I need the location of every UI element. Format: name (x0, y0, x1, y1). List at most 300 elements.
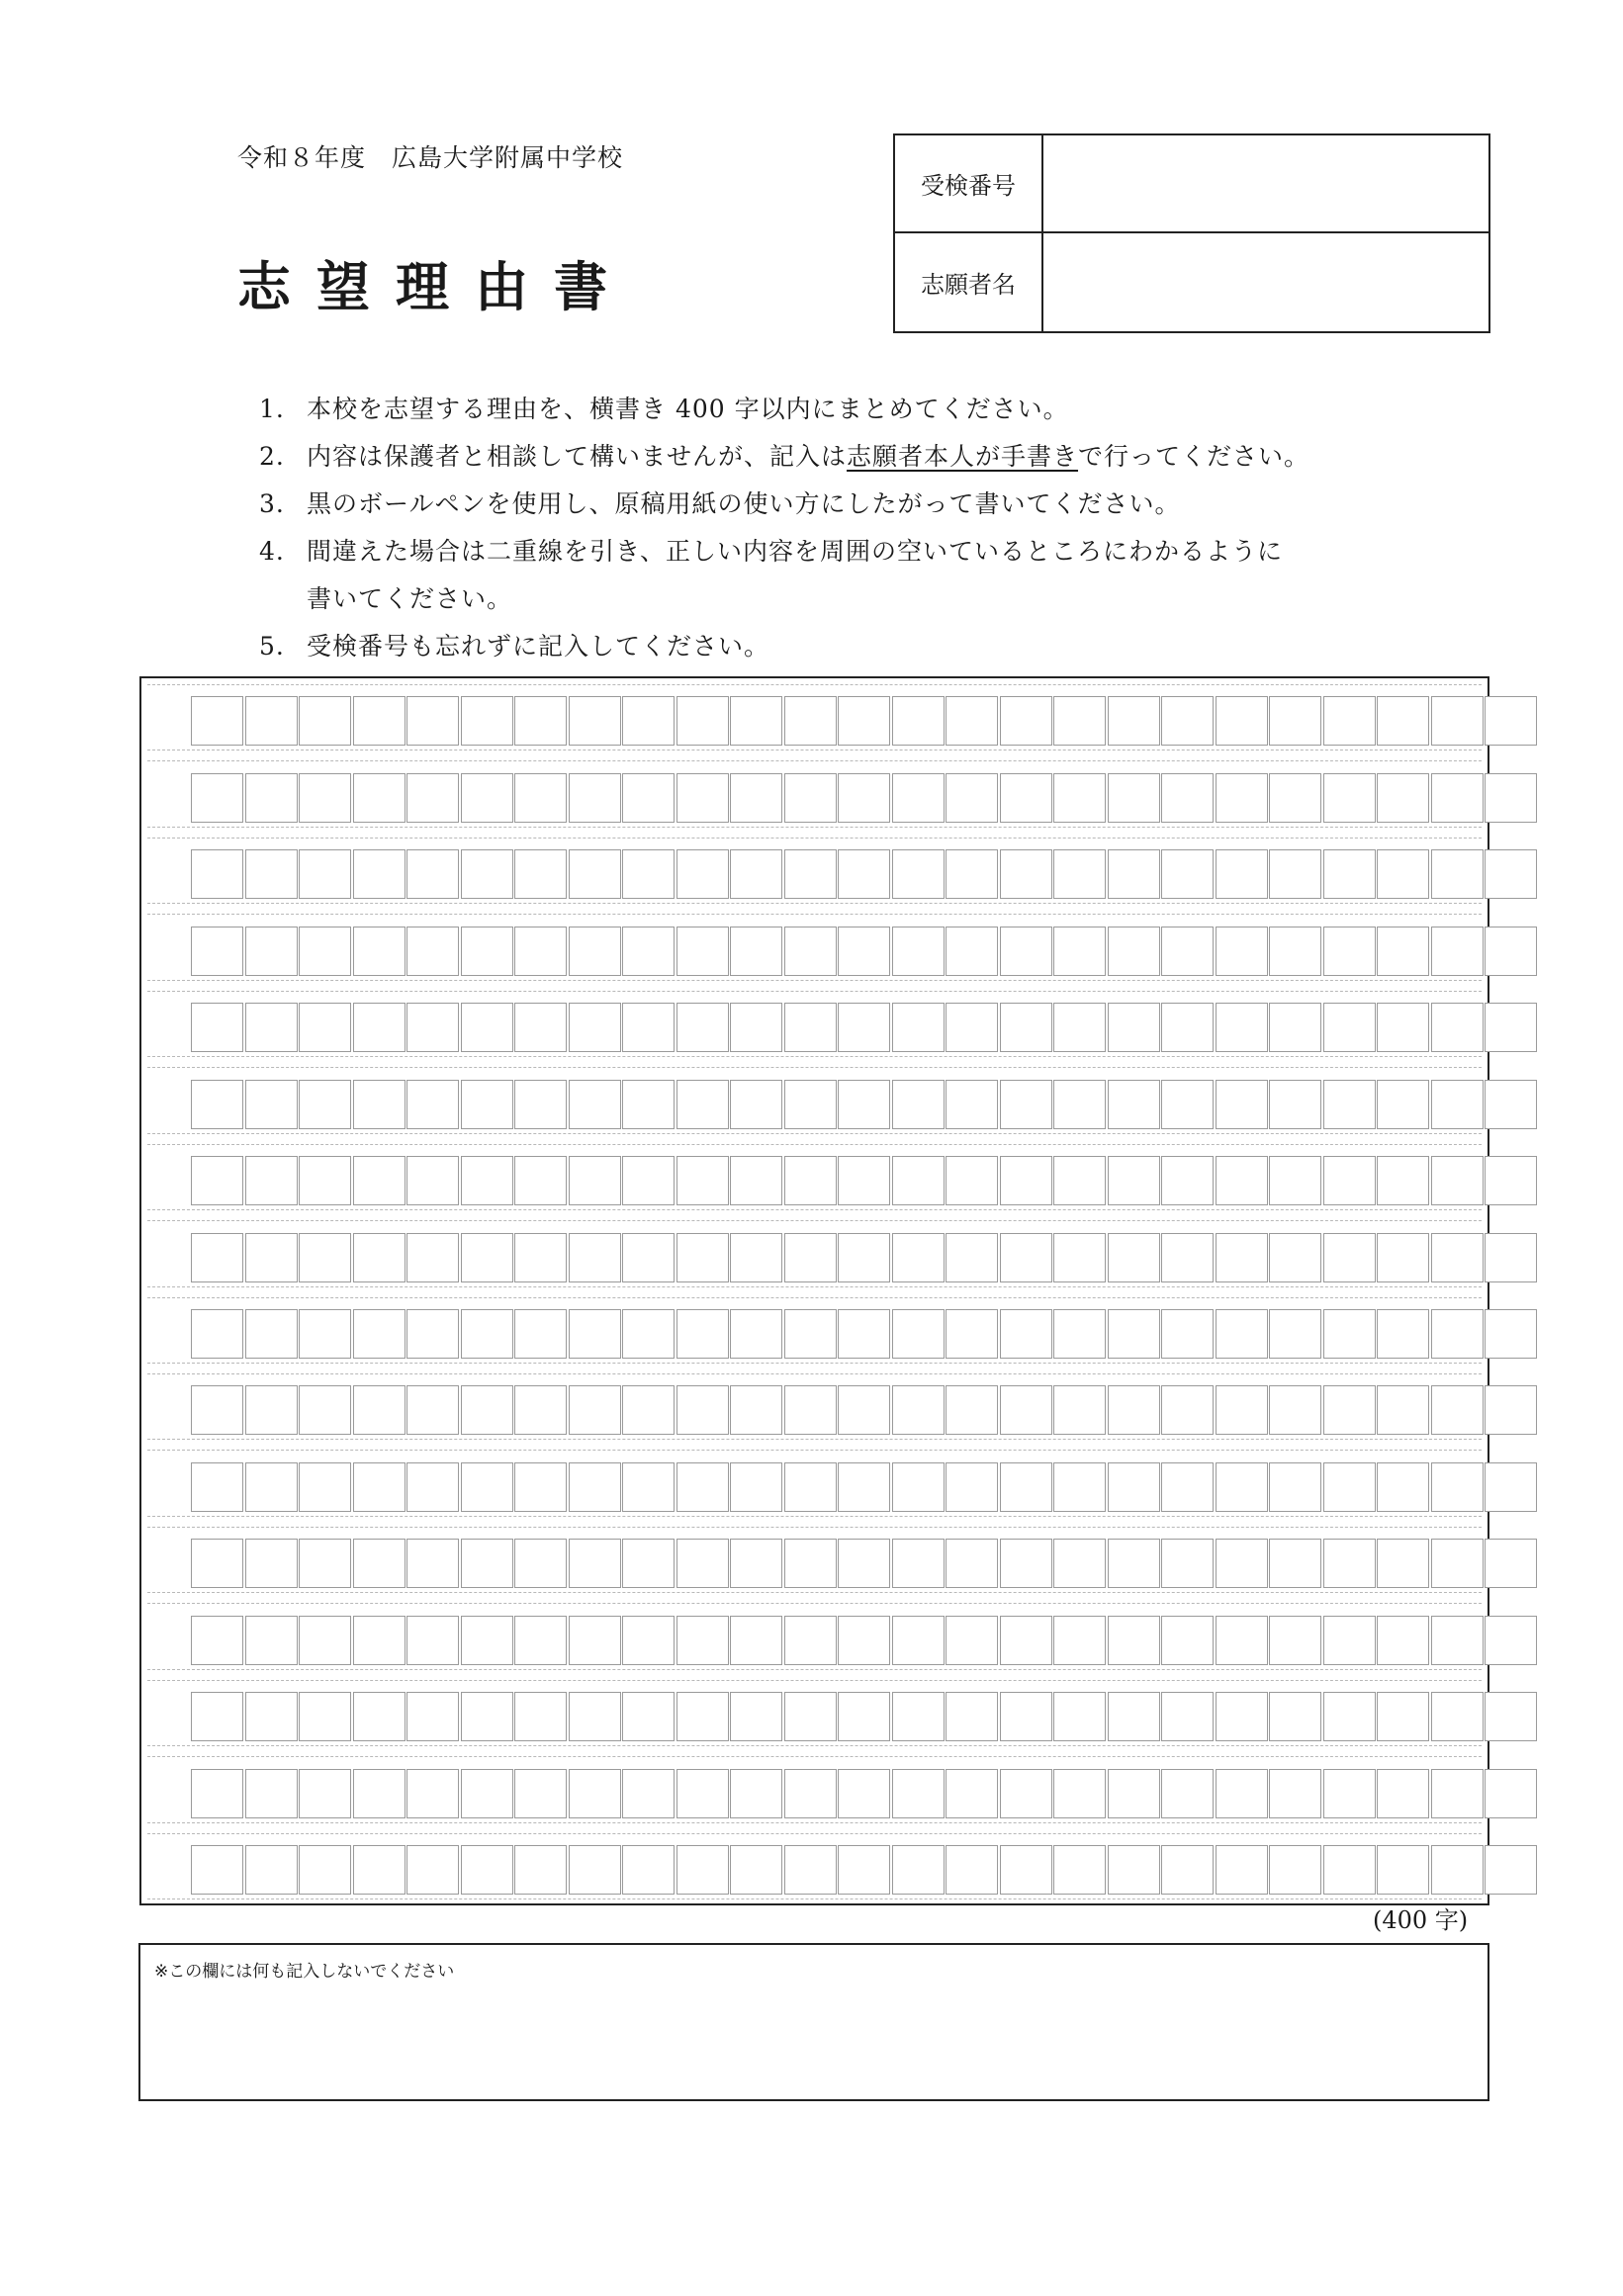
manuscript-cell[interactable] (1323, 1385, 1376, 1435)
manuscript-cell[interactable] (1377, 1003, 1429, 1052)
manuscript-cell[interactable] (1269, 1462, 1321, 1512)
manuscript-cell[interactable] (1216, 773, 1268, 823)
manuscript-cell[interactable] (1377, 1462, 1429, 1512)
manuscript-cell[interactable] (1431, 1233, 1484, 1282)
manuscript-cell[interactable] (676, 1462, 729, 1512)
manuscript-cell[interactable] (784, 1156, 837, 1205)
manuscript-cell[interactable] (892, 1233, 945, 1282)
manuscript-cell[interactable] (946, 696, 998, 746)
manuscript-cell[interactable] (1431, 1769, 1484, 1818)
manuscript-cell[interactable] (1323, 1309, 1376, 1359)
manuscript-cell[interactable] (299, 849, 351, 899)
manuscript-cell[interactable] (1269, 927, 1321, 976)
manuscript-cell[interactable] (1000, 1845, 1052, 1895)
manuscript-cell[interactable] (1108, 696, 1160, 746)
manuscript-cell[interactable] (622, 1845, 675, 1895)
manuscript-cell[interactable] (892, 1309, 945, 1359)
manuscript-cell[interactable] (1216, 1156, 1268, 1205)
manuscript-cell[interactable] (1053, 1539, 1106, 1588)
manuscript-cell[interactable] (514, 1616, 567, 1665)
manuscript-cell[interactable] (946, 1233, 998, 1282)
manuscript-cell[interactable] (1269, 1385, 1321, 1435)
manuscript-cell[interactable] (569, 696, 621, 746)
manuscript-cell[interactable] (1000, 1769, 1052, 1818)
manuscript-cell[interactable] (1431, 1003, 1484, 1052)
manuscript-cell[interactable] (406, 1692, 459, 1741)
manuscript-cell[interactable] (838, 1769, 890, 1818)
manuscript-cell[interactable] (1000, 696, 1052, 746)
manuscript-cell[interactable] (1431, 1462, 1484, 1512)
manuscript-cell[interactable] (1269, 1156, 1321, 1205)
manuscript-cell[interactable] (892, 1539, 945, 1588)
manuscript-cell[interactable] (1485, 1616, 1537, 1665)
manuscript-cell[interactable] (514, 1080, 567, 1129)
manuscript-cell[interactable] (514, 1003, 567, 1052)
manuscript-cell[interactable] (1053, 773, 1106, 823)
manuscript-cell[interactable] (1431, 696, 1484, 746)
manuscript-cell[interactable] (784, 1692, 837, 1741)
manuscript-cell[interactable] (1269, 1769, 1321, 1818)
manuscript-cell[interactable] (1431, 927, 1484, 976)
manuscript-cell[interactable] (1377, 1309, 1429, 1359)
manuscript-cell[interactable] (1161, 1385, 1214, 1435)
manuscript-cell[interactable] (1377, 696, 1429, 746)
manuscript-cell[interactable] (676, 773, 729, 823)
manuscript-cell[interactable] (1216, 1080, 1268, 1129)
manuscript-cell[interactable] (461, 1769, 513, 1818)
manuscript-cell[interactable] (406, 773, 459, 823)
manuscript-cell[interactable] (569, 773, 621, 823)
manuscript-cell[interactable] (1108, 1233, 1160, 1282)
manuscript-cell[interactable] (784, 1769, 837, 1818)
manuscript-cell[interactable] (946, 1156, 998, 1205)
manuscript-cell[interactable] (191, 696, 243, 746)
manuscript-cell[interactable] (569, 1692, 621, 1741)
manuscript-cell[interactable] (730, 1233, 782, 1282)
manuscript-cell[interactable] (1000, 1309, 1052, 1359)
manuscript-cell[interactable] (622, 1385, 675, 1435)
manuscript-cell[interactable] (1161, 1769, 1214, 1818)
manuscript-cell[interactable] (838, 1692, 890, 1741)
manuscript-cell[interactable] (461, 1845, 513, 1895)
manuscript-cell[interactable] (1377, 1156, 1429, 1205)
manuscript-cell[interactable] (622, 1233, 675, 1282)
manuscript-cell[interactable] (784, 849, 837, 899)
manuscript-cell[interactable] (676, 1003, 729, 1052)
manuscript-cell[interactable] (461, 1462, 513, 1512)
manuscript-cell[interactable] (1161, 1003, 1214, 1052)
manuscript-cell[interactable] (676, 1080, 729, 1129)
manuscript-cell[interactable] (784, 1233, 837, 1282)
applicant-name-field[interactable] (1043, 233, 1488, 331)
manuscript-cell[interactable] (191, 1385, 243, 1435)
manuscript-cell[interactable] (730, 1616, 782, 1665)
manuscript-cell[interactable] (1431, 1616, 1484, 1665)
manuscript-cell[interactable] (191, 1616, 243, 1665)
manuscript-cell[interactable] (461, 1692, 513, 1741)
manuscript-cell[interactable] (514, 1462, 567, 1512)
manuscript-cell[interactable] (245, 773, 298, 823)
manuscript-cell[interactable] (784, 1080, 837, 1129)
manuscript-cell[interactable] (353, 1309, 406, 1359)
manuscript-cell[interactable] (461, 927, 513, 976)
manuscript-cell[interactable] (353, 1385, 406, 1435)
manuscript-cell[interactable] (676, 1769, 729, 1818)
manuscript-cell[interactable] (1216, 1616, 1268, 1665)
manuscript-cell[interactable] (191, 1156, 243, 1205)
manuscript-cell[interactable] (569, 1233, 621, 1282)
manuscript-cell[interactable] (461, 1309, 513, 1359)
manuscript-cell[interactable] (245, 1845, 298, 1895)
manuscript-cell[interactable] (461, 1385, 513, 1435)
manuscript-cell[interactable] (245, 1769, 298, 1818)
manuscript-cell[interactable] (730, 1539, 782, 1588)
manuscript-cell[interactable] (1053, 1003, 1106, 1052)
manuscript-cell[interactable] (1108, 1616, 1160, 1665)
manuscript-cell[interactable] (838, 1003, 890, 1052)
manuscript-cell[interactable] (730, 1156, 782, 1205)
manuscript-cell[interactable] (946, 1385, 998, 1435)
manuscript-cell[interactable] (245, 849, 298, 899)
manuscript-cell[interactable] (1108, 1462, 1160, 1512)
manuscript-cell[interactable] (622, 1462, 675, 1512)
manuscript-cell[interactable] (1216, 1385, 1268, 1435)
manuscript-cell[interactable] (622, 696, 675, 746)
exam-number-field[interactable] (1043, 135, 1488, 231)
manuscript-cell[interactable] (946, 1845, 998, 1895)
manuscript-cell[interactable] (730, 1769, 782, 1818)
manuscript-cell[interactable] (784, 1385, 837, 1435)
manuscript-cell[interactable] (1485, 1845, 1537, 1895)
manuscript-cell[interactable] (406, 1845, 459, 1895)
manuscript-cell[interactable] (1485, 773, 1537, 823)
manuscript-cell[interactable] (1377, 1080, 1429, 1129)
manuscript-cell[interactable] (1161, 1080, 1214, 1129)
manuscript-cell[interactable] (892, 696, 945, 746)
manuscript-cell[interactable] (514, 1845, 567, 1895)
manuscript-cell[interactable] (1323, 1845, 1376, 1895)
manuscript-cell[interactable] (892, 1385, 945, 1435)
manuscript-cell[interactable] (946, 927, 998, 976)
manuscript-cell[interactable] (892, 1845, 945, 1895)
manuscript-cell[interactable] (353, 1003, 406, 1052)
manuscript-cell[interactable] (353, 1616, 406, 1665)
manuscript-cell[interactable] (1377, 849, 1429, 899)
manuscript-cell[interactable] (622, 927, 675, 976)
manuscript-cell[interactable] (514, 927, 567, 976)
manuscript-cell[interactable] (299, 1845, 351, 1895)
manuscript-cell[interactable] (1108, 1156, 1160, 1205)
manuscript-cell[interactable] (299, 1692, 351, 1741)
manuscript-cell[interactable] (569, 1309, 621, 1359)
manuscript-cell[interactable] (569, 1539, 621, 1588)
manuscript-cell[interactable] (461, 1539, 513, 1588)
manuscript-cell[interactable] (1377, 1616, 1429, 1665)
manuscript-cell[interactable] (1269, 1003, 1321, 1052)
manuscript-cell[interactable] (1485, 1462, 1537, 1512)
manuscript-cell[interactable] (1108, 849, 1160, 899)
manuscript-cell[interactable] (406, 1616, 459, 1665)
manuscript-cell[interactable] (1431, 1692, 1484, 1741)
manuscript-cell[interactable] (1053, 1616, 1106, 1665)
manuscript-cell[interactable] (676, 1309, 729, 1359)
manuscript-cell[interactable] (569, 1003, 621, 1052)
manuscript-cell[interactable] (1053, 1462, 1106, 1512)
manuscript-cell[interactable] (676, 1233, 729, 1282)
manuscript-cell[interactable] (299, 1233, 351, 1282)
manuscript-cell[interactable] (1000, 1462, 1052, 1512)
manuscript-cell[interactable] (1323, 1616, 1376, 1665)
manuscript-cell[interactable] (838, 696, 890, 746)
manuscript-cell[interactable] (1431, 849, 1484, 899)
manuscript-cell[interactable] (1161, 773, 1214, 823)
manuscript-cell[interactable] (1216, 696, 1268, 746)
manuscript-cell[interactable] (784, 1462, 837, 1512)
manuscript-cell[interactable] (353, 1539, 406, 1588)
manuscript-cell[interactable] (892, 1003, 945, 1052)
manuscript-cell[interactable] (892, 1692, 945, 1741)
manuscript-cell[interactable] (1000, 1616, 1052, 1665)
manuscript-cell[interactable] (1269, 1692, 1321, 1741)
manuscript-cell[interactable] (353, 1692, 406, 1741)
manuscript-cell[interactable] (730, 1003, 782, 1052)
manuscript-cell[interactable] (946, 1003, 998, 1052)
manuscript-cell[interactable] (1377, 1539, 1429, 1588)
manuscript-cell[interactable] (514, 849, 567, 899)
manuscript-cell[interactable] (1108, 1080, 1160, 1129)
manuscript-cell[interactable] (1485, 849, 1537, 899)
manuscript-cell[interactable] (299, 1462, 351, 1512)
manuscript-cell[interactable] (299, 1769, 351, 1818)
manuscript-cell[interactable] (353, 773, 406, 823)
manuscript-cell[interactable] (514, 1233, 567, 1282)
manuscript-cell[interactable] (406, 1462, 459, 1512)
manuscript-cell[interactable] (1269, 1080, 1321, 1129)
manuscript-cell[interactable] (1431, 1080, 1484, 1129)
manuscript-cell[interactable] (1053, 927, 1106, 976)
manuscript-cell[interactable] (1108, 1309, 1160, 1359)
manuscript-cell[interactable] (461, 1156, 513, 1205)
manuscript-cell[interactable] (946, 773, 998, 823)
manuscript-cell[interactable] (892, 849, 945, 899)
manuscript-cell[interactable] (1161, 696, 1214, 746)
manuscript-cell[interactable] (1431, 1385, 1484, 1435)
manuscript-cell[interactable] (191, 1769, 243, 1818)
manuscript-cell[interactable] (838, 1385, 890, 1435)
manuscript-cell[interactable] (1053, 1692, 1106, 1741)
manuscript-cell[interactable] (245, 1156, 298, 1205)
manuscript-cell[interactable] (1485, 1003, 1537, 1052)
manuscript-cell[interactable] (1053, 1769, 1106, 1818)
manuscript-cell[interactable] (676, 1385, 729, 1435)
manuscript-cell[interactable] (622, 1616, 675, 1665)
manuscript-cell[interactable] (299, 1309, 351, 1359)
manuscript-cell[interactable] (838, 1309, 890, 1359)
manuscript-cell[interactable] (514, 1385, 567, 1435)
manuscript-cell[interactable] (730, 773, 782, 823)
manuscript-cell[interactable] (1269, 1539, 1321, 1588)
manuscript-cell[interactable] (1216, 1539, 1268, 1588)
manuscript-cell[interactable] (838, 1462, 890, 1512)
manuscript-cell[interactable] (569, 1845, 621, 1895)
manuscript-cell[interactable] (838, 1156, 890, 1205)
manuscript-cell[interactable] (892, 773, 945, 823)
manuscript-cell[interactable] (299, 696, 351, 746)
manuscript-cell[interactable] (838, 849, 890, 899)
manuscript-cell[interactable] (1323, 849, 1376, 899)
manuscript-cell[interactable] (1053, 696, 1106, 746)
manuscript-cell[interactable] (1216, 1692, 1268, 1741)
manuscript-cell[interactable] (353, 1845, 406, 1895)
manuscript-cell[interactable] (622, 1692, 675, 1741)
manuscript-cell[interactable] (1108, 927, 1160, 976)
manuscript-cell[interactable] (1431, 773, 1484, 823)
manuscript-cell[interactable] (1216, 927, 1268, 976)
manuscript-cell[interactable] (461, 1616, 513, 1665)
manuscript-cell[interactable] (353, 1156, 406, 1205)
manuscript-cell[interactable] (1216, 1233, 1268, 1282)
manuscript-cell[interactable] (1485, 1233, 1537, 1282)
manuscript-cell[interactable] (191, 1539, 243, 1588)
manuscript-cell[interactable] (406, 1233, 459, 1282)
manuscript-cell[interactable] (569, 1462, 621, 1512)
manuscript-cell[interactable] (1053, 849, 1106, 899)
manuscript-cell[interactable] (245, 1080, 298, 1129)
manuscript-cell[interactable] (838, 1233, 890, 1282)
manuscript-cell[interactable] (1323, 1080, 1376, 1129)
manuscript-cell[interactable] (946, 1769, 998, 1818)
manuscript-cell[interactable] (1108, 1003, 1160, 1052)
manuscript-cell[interactable] (892, 1156, 945, 1205)
manuscript-cell[interactable] (461, 1003, 513, 1052)
manuscript-cell[interactable] (245, 927, 298, 976)
manuscript-cell[interactable] (1323, 773, 1376, 823)
manuscript-cell[interactable] (1108, 1692, 1160, 1741)
manuscript-cell[interactable] (191, 849, 243, 899)
manuscript-cell[interactable] (353, 696, 406, 746)
manuscript-cell[interactable] (514, 1692, 567, 1741)
manuscript-cell[interactable] (1053, 1385, 1106, 1435)
manuscript-cell[interactable] (622, 1769, 675, 1818)
manuscript-cell[interactable] (1485, 1769, 1537, 1818)
manuscript-cell[interactable] (622, 1080, 675, 1129)
manuscript-cell[interactable] (406, 849, 459, 899)
manuscript-cell[interactable] (784, 1003, 837, 1052)
manuscript-cell[interactable] (622, 1156, 675, 1205)
manuscript-cell[interactable] (1485, 1309, 1537, 1359)
manuscript-cell[interactable] (784, 927, 837, 976)
manuscript-cell[interactable] (1323, 696, 1376, 746)
manuscript-cell[interactable] (946, 849, 998, 899)
manuscript-cell[interactable] (892, 1769, 945, 1818)
manuscript-cell[interactable] (1161, 1233, 1214, 1282)
manuscript-cell[interactable] (1323, 1003, 1376, 1052)
manuscript-cell[interactable] (461, 696, 513, 746)
manuscript-cell[interactable] (622, 1539, 675, 1588)
manuscript-cell[interactable] (1000, 1692, 1052, 1741)
manuscript-cell[interactable] (406, 1003, 459, 1052)
manuscript-cell[interactable] (1053, 1080, 1106, 1129)
manuscript-cell[interactable] (1108, 1539, 1160, 1588)
manuscript-cell[interactable] (892, 1616, 945, 1665)
manuscript-cell[interactable] (245, 1539, 298, 1588)
manuscript-cell[interactable] (1431, 1156, 1484, 1205)
manuscript-cell[interactable] (946, 1692, 998, 1741)
manuscript-cell[interactable] (1269, 849, 1321, 899)
manuscript-cell[interactable] (299, 1003, 351, 1052)
manuscript-cell[interactable] (622, 773, 675, 823)
manuscript-cell[interactable] (1161, 1156, 1214, 1205)
manuscript-cell[interactable] (1000, 1385, 1052, 1435)
manuscript-cell[interactable] (353, 1462, 406, 1512)
manuscript-cell[interactable] (1216, 1462, 1268, 1512)
manuscript-cell[interactable] (461, 1080, 513, 1129)
manuscript-cell[interactable] (299, 1539, 351, 1588)
manuscript-cell[interactable] (622, 1003, 675, 1052)
manuscript-cell[interactable] (622, 849, 675, 899)
manuscript-cell[interactable] (1431, 1845, 1484, 1895)
manuscript-cell[interactable] (838, 1539, 890, 1588)
manuscript-cell[interactable] (892, 1462, 945, 1512)
manuscript-cell[interactable] (406, 927, 459, 976)
manuscript-cell[interactable] (1108, 1769, 1160, 1818)
manuscript-cell[interactable] (353, 1769, 406, 1818)
manuscript-cell[interactable] (892, 1080, 945, 1129)
manuscript-cell[interactable] (191, 773, 243, 823)
manuscript-cell[interactable] (838, 1845, 890, 1895)
manuscript-cell[interactable] (1485, 1692, 1537, 1741)
manuscript-cell[interactable] (1269, 1233, 1321, 1282)
manuscript-cell[interactable] (1053, 1156, 1106, 1205)
manuscript-cell[interactable] (1108, 1845, 1160, 1895)
manuscript-cell[interactable] (245, 1309, 298, 1359)
manuscript-cell[interactable] (1161, 1845, 1214, 1895)
manuscript-cell[interactable] (1000, 1156, 1052, 1205)
manuscript-cell[interactable] (1431, 1539, 1484, 1588)
manuscript-cell[interactable] (1108, 773, 1160, 823)
manuscript-cell[interactable] (514, 696, 567, 746)
manuscript-cell[interactable] (676, 1845, 729, 1895)
manuscript-cell[interactable] (1161, 1692, 1214, 1741)
manuscript-cell[interactable] (1000, 1080, 1052, 1129)
manuscript-cell[interactable] (245, 1692, 298, 1741)
manuscript-cell[interactable] (299, 773, 351, 823)
manuscript-cell[interactable] (784, 1845, 837, 1895)
manuscript-cell[interactable] (245, 1385, 298, 1435)
manuscript-cell[interactable] (245, 696, 298, 746)
manuscript-cell[interactable] (299, 1616, 351, 1665)
manuscript-cell[interactable] (406, 1309, 459, 1359)
manuscript-cell[interactable] (1485, 696, 1537, 746)
manuscript-cell[interactable] (1485, 1080, 1537, 1129)
manuscript-cell[interactable] (514, 1156, 567, 1205)
manuscript-grid[interactable] (139, 676, 1489, 1905)
manuscript-cell[interactable] (622, 1309, 675, 1359)
manuscript-cell[interactable] (1323, 1539, 1376, 1588)
manuscript-cell[interactable] (676, 927, 729, 976)
manuscript-cell[interactable] (784, 1539, 837, 1588)
manuscript-cell[interactable] (569, 1156, 621, 1205)
manuscript-cell[interactable] (1485, 1156, 1537, 1205)
manuscript-cell[interactable] (1053, 1309, 1106, 1359)
manuscript-cell[interactable] (946, 1080, 998, 1129)
manuscript-cell[interactable] (1000, 849, 1052, 899)
manuscript-cell[interactable] (1161, 1462, 1214, 1512)
manuscript-cell[interactable] (946, 1309, 998, 1359)
manuscript-cell[interactable] (892, 927, 945, 976)
manuscript-cell[interactable] (514, 773, 567, 823)
manuscript-cell[interactable] (1161, 927, 1214, 976)
